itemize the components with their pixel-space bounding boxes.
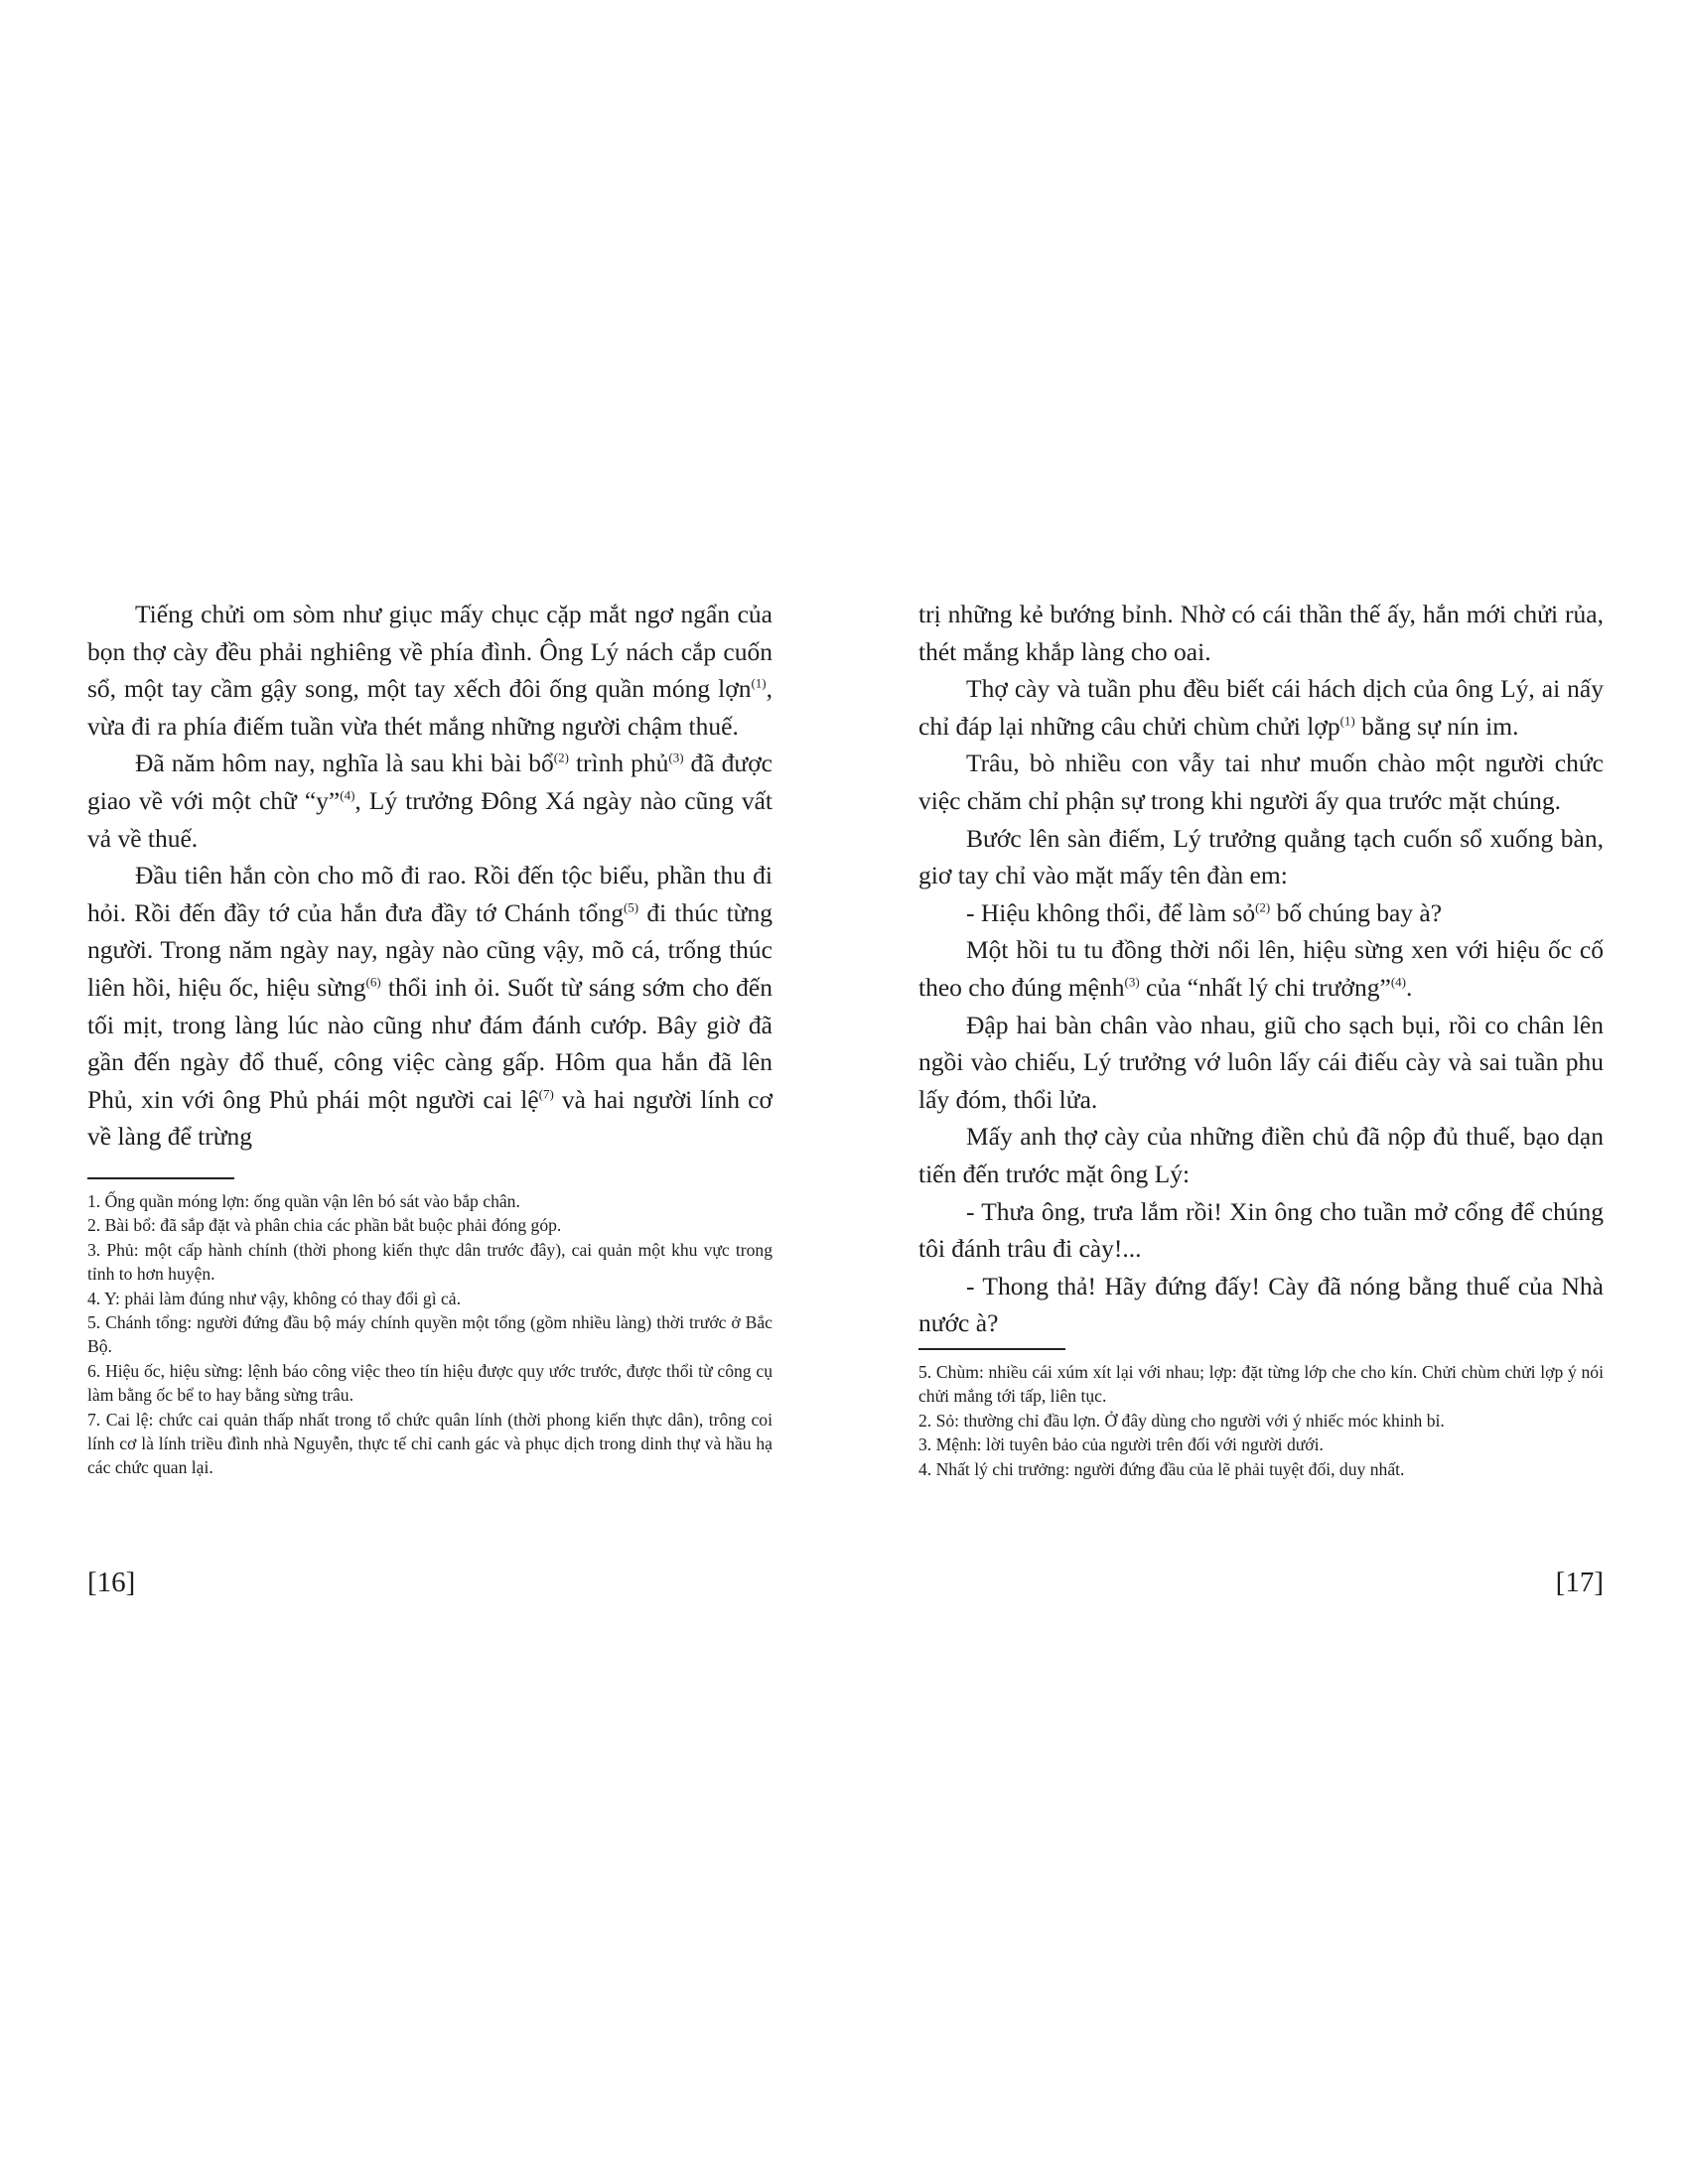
text-run: đã được giao về với một chữ “y” — [87, 749, 774, 815]
footnote-ref: (4) — [340, 787, 355, 803]
text-run: và hai người lính cơ về làng để trừng — [87, 1084, 773, 1152]
text-run: đi thúc từng người. Trong năm ngày nay, ngày nào cũng vậy, mõ cá, trống thúc liên hồi, hiệu ốc, hiệu sừng — [87, 897, 773, 1002]
footnote: 2. Sỏ: thường chỉ đầu lợn. Ở đây dùng cho người với ý nhiếc móc khinh bỉ. — [918, 1410, 1445, 1431]
footnote-ref: (3) — [1124, 974, 1140, 990]
paragraph — [87, 857, 773, 1156]
text-run: bố chúng bay à? — [1270, 897, 1443, 927]
footnote-ref: (4) — [1390, 974, 1407, 990]
footnote: 6. Hiệu ốc, hiệu sừng: lệnh báo công việc theo tín hiệu được quy ước trước, được thổi từ công cụ làm bằng ốc bể to hay bằng sừng trâu. — [87, 1360, 773, 1406]
page-number-right: [17] — [1555, 1567, 1604, 1598]
left-page — [87, 596, 774, 1598]
paragraph — [918, 894, 1604, 932]
right-footnotes — [918, 1360, 1604, 1481]
footnote: 2. Bài bổ: đã sắp đặt và phân chia các phần bắt buộc phải đóng góp. — [87, 1215, 562, 1236]
footnote-ref: (6) — [365, 974, 381, 990]
text-run: - Hiệu không thổi, để làm sỏ — [966, 897, 1256, 927]
paragraph — [87, 745, 773, 857]
footnote: 3. Phủ: một cấp hành chính (thời phong kiến thực dân trước đây), cai quản một khu vực trong tỉnh to hơn huyện. — [87, 1239, 773, 1285]
text-run: , Lý trưởng Đông Xá ngày nào cũng vất vả về thuế. — [87, 785, 773, 853]
text-run: Bước lên sàn điếm, Lý trưởng quẳng tạch cuốn sổ xuống bàn, giơ tay chỉ vào mặt mấy tên đàn em: — [918, 823, 1604, 890]
right-body-text — [918, 596, 1604, 1342]
text-run: trình phủ — [568, 749, 669, 778]
paragraph — [87, 596, 773, 745]
text-run: Đập hai bàn chân vào nhau, giũ cho sạch bụi, rồi co chân lên ngồi vào chiếu, Lý trưởng vớ luôn lấy cái điếu cày và sai tuần phu lấy đóm, thổi lửa. — [918, 1010, 1604, 1114]
footnote-ref: (5) — [623, 899, 639, 915]
text-run: Mấy anh thợ cày của những điền chủ đã nộp đủ thuế, bạo dạn tiến đến trước mặt ông Lý: — [918, 1122, 1604, 1188]
paragraph — [918, 931, 1604, 1006]
right-page — [918, 596, 1604, 1598]
text-run: Thợ cày và tuần phu đều biết cái hách dịch của ông Lý, ai nấy chỉ đáp lại những câu chửi chùm chửi lợp — [918, 674, 1604, 741]
paragraph — [918, 596, 1604, 670]
text-run: - Thưa ông, trưa lắm rồi! Xin ông cho tuần mở cổng để chúng tôi đánh trâu đi cày!... — [918, 1196, 1604, 1264]
text-run: Một hồi tu tu đồng thời nổi lên, hiệu sừng xen với hiệu ốc cố theo cho đúng mệnh — [918, 935, 1604, 1002]
paragraph — [918, 670, 1604, 745]
footnote-ref: (7) — [538, 1086, 554, 1102]
left-body-text — [87, 596, 773, 1156]
footnote-ref: (2) — [553, 750, 569, 765]
footnote-ref: (3) — [668, 750, 684, 765]
paragraph — [918, 1118, 1604, 1192]
text-run: thổi inh ỏi. Suốt từ sáng sớm cho đến tối mịt, trong làng lúc nào cũng như đám đánh cướp. Bây giờ đã gần đến ngày đổ thuế, công việc càng gấp. Hôm qua hắn đã lên Phủ, xin với ông Phủ phái một người cai lệ — [87, 972, 773, 1114]
left-footnotes — [87, 1189, 773, 1480]
page-number-left: [16] — [87, 1567, 136, 1598]
text-run: Đầu tiên hắn còn cho mõ đi rao. Rồi đến tộc biểu, phần thu đi hỏi. Rồi đến đầy tớ của hắn đưa đầy tớ Chánh tổng — [87, 861, 773, 927]
text-run: , vừa đi ra phía điếm tuần vừa thét mắng những người chậm thuế. — [87, 674, 773, 741]
footnote: 5. Chùm: nhiều cái xúm xít lại với nhau; lợp: đặt từng lớp che cho kín. Chửi chùm chửi lợp ý nói chửi mắng tới tấp, liên tục. — [918, 1361, 1604, 1407]
paragraph — [918, 1007, 1604, 1119]
paragraph — [918, 745, 1604, 819]
text-run: Tiếng chửi om sòm như giục mấy chục cặp mắt ngơ ngẩn của bọn thợ cày đều phải nghiêng về phía đình. Ông Lý nách cắp cuốn sổ, một tay cầm gậy song, một tay xếch đôi ống quần móng lợn — [87, 600, 773, 704]
paragraph — [918, 1268, 1604, 1342]
text-run: Trâu, bò nhiều con vẫy tai như muốn chào một người chức việc chăm chỉ phận sự trong khi người ấy qua trước mặt chúng. — [918, 749, 1604, 815]
text-run: Đã năm hôm nay, nghĩa là sau khi bài bổ — [135, 749, 554, 778]
footnote: 5. Chánh tổng: người đứng đầu bộ máy chính quyền một tổng (gồm nhiều làng) thời trước ở Bắc Bộ. — [87, 1311, 773, 1357]
text-run: của “nhất lý chi trưởng” — [1139, 972, 1391, 1002]
text-run: . — [1406, 972, 1413, 1002]
footnote: 1. Ống quần móng lợn: ống quần vận lên bó sát vào bắp chân. — [87, 1190, 520, 1211]
text-run: bằng sự nín im. — [1354, 711, 1519, 741]
footnote-ref: (1) — [751, 675, 767, 691]
footnote: 4. Y: phải làm đúng như vậy, không có thay đổi gì cả. — [87, 1288, 462, 1308]
footnote: 3. Mệnh: lời tuyên bảo của người trên đối với người dưới. — [918, 1434, 1324, 1455]
paragraph — [918, 820, 1604, 894]
text-run: - Thong thả! Hãy đứng đấy! Cày đã nóng bằng thuế của Nhà nước à? — [918, 1271, 1604, 1338]
footnote: 7. Cai lệ: chức cai quản thấp nhất trong tổ chức quân lính (thời phong kiến thực dân), trông coi lính cơ là lính triều đình nhà Nguyễn, thực tế chỉ canh gác và phục dịch trong dinh thự và hầu hạ các chức quan lại. — [87, 1409, 773, 1478]
footnote: 4. Nhất lý chi trưởng: người đứng đầu của lẽ phải tuyệt đối, duy nhất. — [918, 1458, 1405, 1479]
footnote-ref: (1) — [1339, 713, 1355, 729]
paragraph — [918, 1193, 1604, 1268]
footnote-ref: (2) — [1255, 899, 1271, 915]
footnote-divider — [87, 1177, 234, 1179]
text-run: trị những kẻ bướng bỉnh. Nhờ có cái thần thế ấy, hắn mới chửi rủa, thét mắng khắp làng cho oai. — [918, 600, 1604, 666]
footnote-divider — [918, 1348, 1065, 1350]
